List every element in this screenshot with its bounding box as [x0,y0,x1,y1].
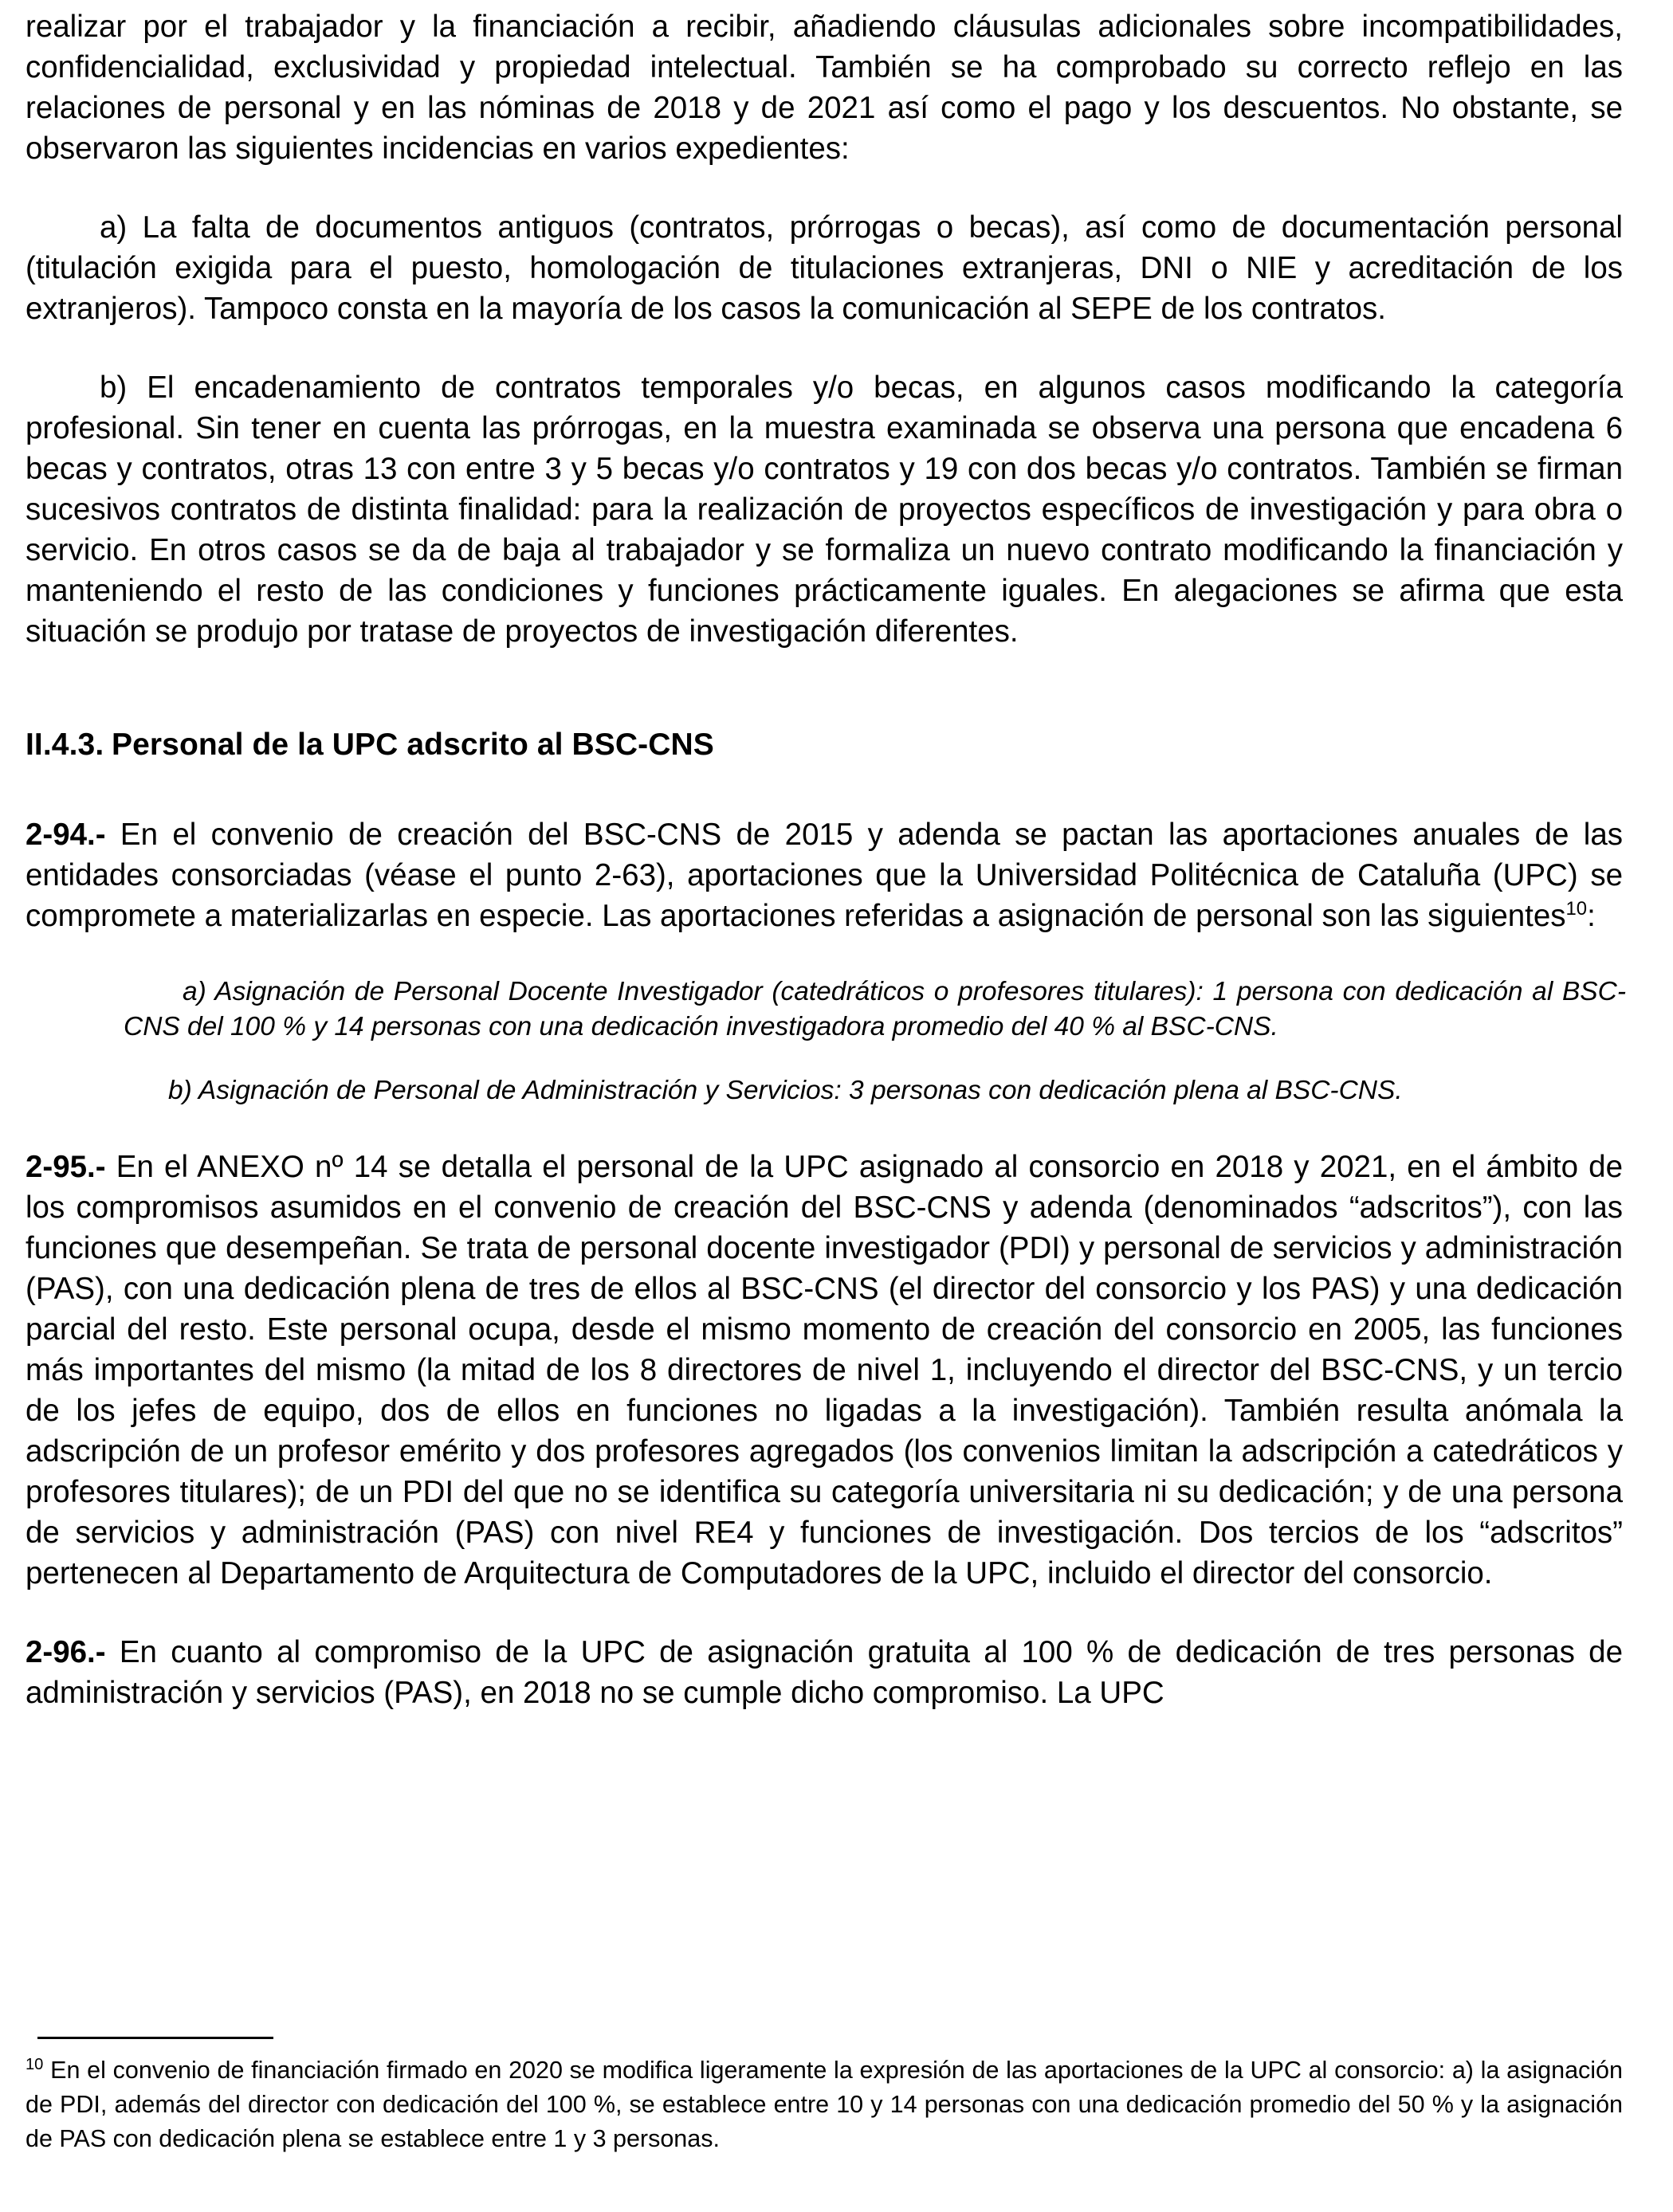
paragraph-2-96 [26,1632,1623,1713]
spacer [26,329,1623,367]
footnote-separator-rule [37,2037,273,2039]
paragraph-2-94 [26,814,1623,936]
spacer [124,1045,1626,1073]
section-heading-title: Personal de la UPC adscrito al BSC-CNS [112,728,714,762]
spacer [26,765,1623,814]
spacer [26,1594,1623,1632]
footnote-10-text: En el convenio de financiación firmado en 2020 se modifica ligeramente la expresión de las aportaciones de la UPC al consorcio: a) la asignación de PDI, además del director con dedicación del 100 %, se establece entre 10 y 14 personas con una dedicación promedio del 50 % y la asignación de PAS con dedicación plena se establece entre 1 y 3 personas. [26,2057,1623,2152]
paragraph-item-b: b) El encadenamiento de contratos temporales y/o becas, en algunos casos modificando la categoría profesional. Sin tener en cuenta las prórrogas, en la muestra examinada se observa una persona que encadena 6 becas y contratos, otras 13 con entre 3 y 5 becas y/o contratos y 19 con dos becas y/o contratos. También se firman sucesivos contratos de distinta finalidad: para la realización de proyectos específicos de investigación y para obra o servicio. En otros casos se da de baja al trabajador y se formaliza un nuevo contrato modificando la financiación y manteniendo el resto de las condiciones y funciones prácticamente iguales. En alegaciones se afirma que esta situación se produjo por tratase de proyectos de investigación diferentes. [26,371,1623,649]
quote-item-b: b) Asignación de Personal de Administración y Servicios: 3 personas con dedicación plena al BSC-CNS. [168,1076,1403,1105]
paragraph-number-2-94: 2-94.- [26,818,106,852]
paragraph-2-95 [26,1147,1623,1594]
paragraph-2-94-text: En el convenio de creación del BSC-CNS de 2015 y adenda se pactan las aportaciones anuales de las entidades consorciadas (véase el punto 2-63), aportaciones que la Universidad Politécnica de Cataluña (UPC) se compromete a materializarlas en especie. Las aportaciones referidas a asignación de personal son las siguientes [26,818,1623,933]
footnote-10 [26,2053,1623,2156]
section-heading [26,725,1623,765]
spacer [26,1108,1623,1147]
spacer [26,652,1623,725]
quoted-provisions-block [124,975,1626,1108]
paragraph-item-a: a) La falta de documentos antiguos (contratos, prórrogas o becas), así como de documentación personal (titulación exigida para el puesto, homologación de titulaciones extranjeras, DNI o NIE y acreditación de los extranjeros). Tampoco consta en la mayoría de los casos la comunicación al SEPE de los contratos. [26,210,1623,326]
footnote-area [26,2037,1623,2156]
page-content [26,6,1626,1713]
paragraph-continued: realizar por el trabajador y la financiación a recibir, añadiendo cláusulas adicionales sobre incompatibilidades, confidencialidad, exclusividad y propiedad intelectual. También se ha comprobado su correcto reflejo en las relaciones de personal y en las nóminas de 2018 y de 2021 así como el pago y los descuentos. No obstante, se observaron las siguientes incidencias en varios expedientes: [26,10,1623,166]
footnote-reference-10[interactable]: 10 [1565,898,1588,920]
paragraph-number-2-96: 2-96.- [26,1635,106,1669]
paragraph-2-95-text: En el ANEXO nº 14 se detalla el personal de la UPC asignado al consorcio en 2018 y 2021, en el ámbito de los compromisos asumidos en el convenio de creación del BSC-CNS y adenda (denominados “adscritos”), con las funciones que desempeñan. Se trata de personal docente investigador (PDI) y personal de servicios y administración (PAS), con una dedicación plena de tres de ellos al BSC-CNS (el director del consorcio y los PAS) y una dedicación parcial del resto. Este personal ocupa, desde el mismo momento de creación del consorcio en 2005, las funciones más importantes del mismo (la mitad de los 8 directores de nivel 1, incluyendo el director del BSC-CNS, y un tercio de los jefes de equipo, dos de ellos en funciones no ligadas a la investigación). También resulta anómala la adscripción de un profesor emérito y dos profesores agregados (los convenios limitan la adscripción a catedráticos y profesores titulares); de un PDI del que no se identifica su categoría universitaria ni su dedicación; y de una persona de servicios y administración (PAS) con nivel RE4 y funciones de investigación. Dos tercios de los “adscritos” pertenecen al Departamento de Arquitectura de Computadores de la UPC, incluido el director del consorcio. [26,1150,1623,1590]
footnote-marker-10: 10 [26,2055,44,2073]
paragraph-2-96-text: En cuanto al compromiso de la UPC de asignación gratuita al 100 % de dedicación de tres personas de administración y servicios (PAS), en 2018 no se cumple dicho compromiso. La UPC [26,1635,1623,1710]
paragraph-number-2-95: 2-95.- [26,1150,106,1184]
quote-item-a: a) Asignación de Personal Docente Investigador (catedráticos o profesores titulares): 1 persona con dedicación al BSC-CNS del 100 % y 14 personas con una dedicación investigadora promedio del 40 % al BSC-CNS. [124,977,1626,1041]
paragraph-2-94-text-tail: : [1587,899,1596,933]
spacer [26,936,1623,975]
spacer [26,169,1623,207]
section-heading-number: II.4.3. [26,728,104,762]
